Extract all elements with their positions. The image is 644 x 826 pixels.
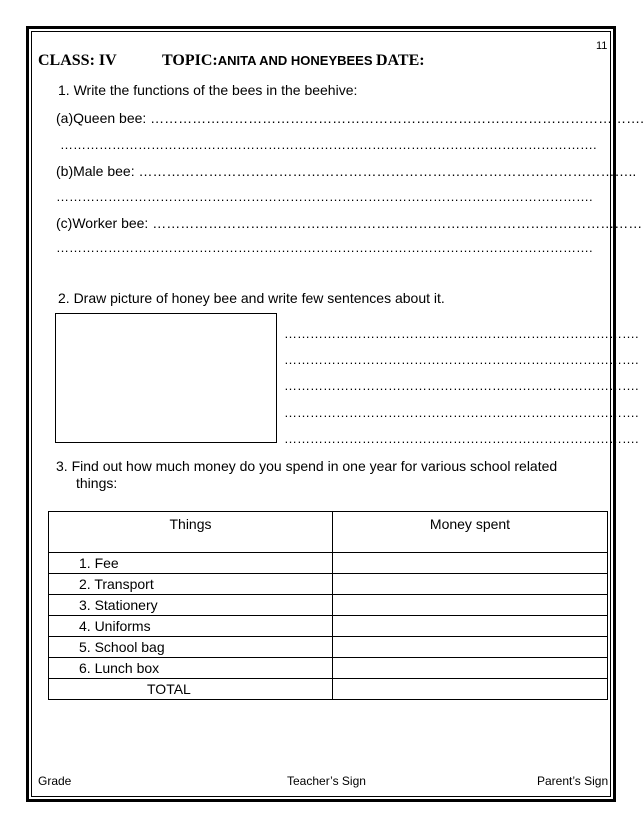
teacher-sign-label: Teacher’s Sign xyxy=(287,774,366,788)
q2-line-1[interactable]: ………………………………………………………………………. xyxy=(284,326,639,341)
q2-line-4[interactable]: ………………………………………………………………………. xyxy=(284,405,639,420)
item-label: 2. Transport xyxy=(49,574,333,595)
total-row xyxy=(49,679,608,700)
q2-line-5[interactable]: ………………………………………………………………………. xyxy=(284,431,639,446)
money-cell[interactable] xyxy=(333,595,608,616)
header-money-spent: Money spent xyxy=(333,512,608,553)
item-label: 5. School bag xyxy=(49,637,333,658)
class-label: CLASS: IV xyxy=(38,52,117,69)
topic-heading xyxy=(162,52,373,70)
table-header-row xyxy=(49,512,608,553)
q1-male-line[interactable]: (b)Male bee: …………………………………………………………………………………………….. xyxy=(56,163,637,179)
money-cell[interactable] xyxy=(333,637,608,658)
page-number: 11 xyxy=(596,40,608,52)
q1-queen-line[interactable]: (a)Queen bee: ……………………………………………………………………………………………. xyxy=(56,110,644,126)
topic-text: ANITA AND HONEYBEES xyxy=(217,53,373,68)
q1-queen-line2[interactable]: ……………………………………………………………………………………………………………. xyxy=(60,137,597,152)
expenses-table xyxy=(48,511,608,700)
table-row xyxy=(49,616,608,637)
item-label: 1. Fee xyxy=(49,553,333,574)
grade-label: Grade xyxy=(38,774,72,788)
table-row xyxy=(49,553,608,574)
q2-line-3[interactable]: ………………………………………………………………………. xyxy=(284,378,639,393)
table-row xyxy=(49,574,608,595)
money-cell[interactable] xyxy=(333,658,608,679)
drawing-box[interactable] xyxy=(55,313,277,443)
q3-question-line1: 3. Find out how much money do you spend in one year for various school related xyxy=(56,458,558,474)
total-label: TOTAL xyxy=(49,679,333,700)
money-cell[interactable] xyxy=(333,616,608,637)
table-row xyxy=(49,637,608,658)
q1-question: 1. Write the functions of the bees in the beehive: xyxy=(58,82,358,98)
topic-prefix: TOPIC: xyxy=(162,52,218,69)
total-money-cell[interactable] xyxy=(333,679,608,700)
q2-question: 2. Draw picture of honey bee and write few sentences about it. xyxy=(58,290,445,306)
q1-worker-line2[interactable]: ……………………………………………………………………………………………………………. xyxy=(56,240,593,255)
parent-sign-label: Parent’s Sign xyxy=(537,774,609,788)
q3-question-line2: things: xyxy=(76,475,118,491)
item-label: 6. Lunch box xyxy=(49,658,333,679)
date-label: DATE: xyxy=(376,52,425,69)
q1-male-line2[interactable]: ……………………………………………………………………………………………………………. xyxy=(56,189,593,204)
money-cell[interactable] xyxy=(333,574,608,595)
header-things: Things xyxy=(49,512,333,553)
table-row xyxy=(49,595,608,616)
item-label: 3. Stationery xyxy=(49,595,333,616)
q1-worker-line[interactable]: (c)Worker bee: …………………………………………………………………………………………… xyxy=(56,215,643,231)
money-cell[interactable] xyxy=(333,553,608,574)
q2-line-2[interactable]: ………………………………………………………………………. xyxy=(284,352,639,367)
table-row xyxy=(49,658,608,679)
item-label: 4. Uniforms xyxy=(49,616,333,637)
